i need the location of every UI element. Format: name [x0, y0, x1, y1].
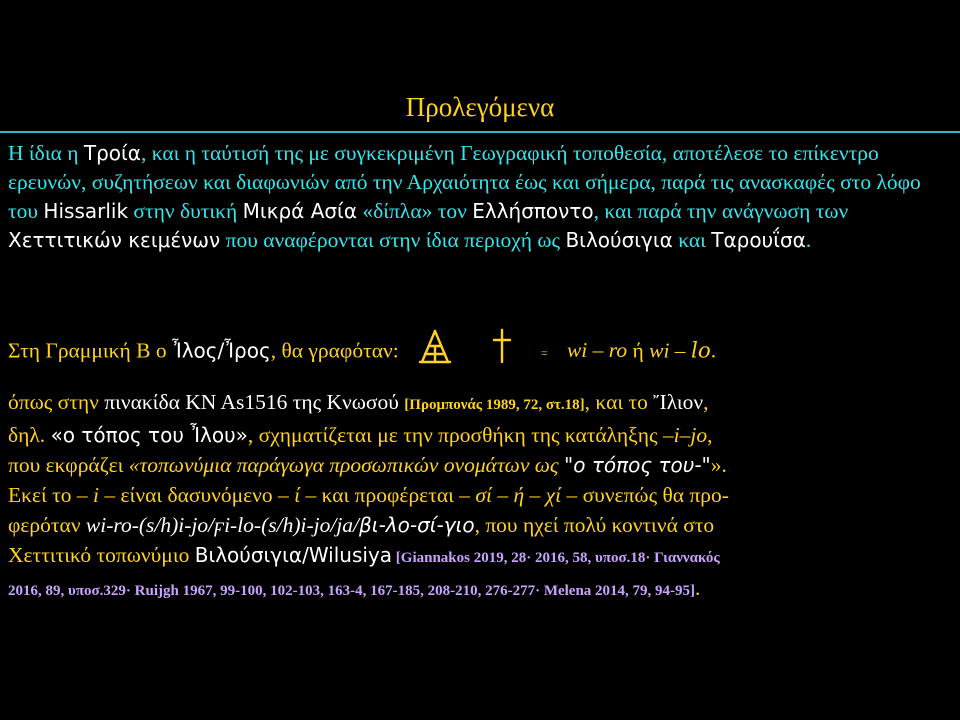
p2-end: .	[710, 338, 717, 363]
linear-b-ro-sign-icon	[491, 328, 513, 377]
p3-line-7	[8, 573, 953, 606]
linear-b-wi-sign-icon	[418, 328, 452, 377]
p1-text-1: Η ίδια η	[8, 141, 84, 165]
p3-line-3	[8, 450, 953, 480]
p3-d7: συνεπώς θα προ-	[577, 483, 729, 507]
p3-line-1	[8, 387, 953, 420]
reference-giannakos: [Giannakos 2019, 28· 2016, 58, υποσ.18· Γιαννακός	[392, 550, 720, 566]
p2-or: ή	[627, 338, 650, 363]
p3-a2: πινακίδα KN As1516 της Κνωσού	[104, 390, 405, 414]
p1-text-5: , και παρά την ανάγνωση των	[593, 199, 849, 223]
p3-b3: , σχηματίζεται με την προσθήκη της κατάληξης	[247, 423, 663, 447]
p3-d2: – i –	[76, 483, 116, 507]
p3-c2: «τοπωνύμια παράγωγα προσωπικών ονομάτων ως	[128, 453, 565, 477]
p3-ilion: Ἴλιον	[653, 390, 704, 414]
p3-e3: βι-λο-σί-γιο	[359, 513, 475, 537]
p2-equals: =	[540, 345, 548, 360]
p1-tarouisa: Ταρουΐσα	[711, 228, 806, 252]
p3-line-6	[8, 540, 953, 573]
p3-d4: – ί –	[278, 483, 317, 507]
p1-text-4: «δίπλα» τον	[357, 199, 473, 223]
slide-title: Προλεγόμενα	[405, 92, 555, 122]
p3-line-5	[8, 510, 953, 540]
p1-text-8: .	[805, 228, 812, 252]
p3-c4: ».	[710, 453, 727, 477]
p3-d1: Εκεί το	[8, 483, 77, 507]
p2-lo: lo	[690, 338, 711, 364]
p1-text-6: που αναφέρονται στην ίδια περιοχή ως	[220, 228, 566, 252]
p1-text-3: στην δυτική	[128, 199, 243, 223]
p3-e4: , που ηχεί πολύ κοντινά στο	[474, 513, 715, 537]
p3-c1: που εκφράζει	[8, 453, 129, 477]
paragraph-linear-b	[8, 328, 953, 377]
p3-line-4	[8, 480, 953, 510]
p3-b1: δηλ.	[8, 423, 51, 447]
p3-f1: Χεττιτικό τοπωνύμιο	[8, 543, 195, 567]
paragraph-knossos	[8, 387, 953, 606]
p1-hissarlik: Hissarlik	[43, 199, 129, 223]
p3-e2: wi-ro-(s/h)i-jo/ϝi-lo-(s/h)i-jo/ja/	[85, 513, 360, 537]
p3-b4: –i–jo	[662, 423, 708, 447]
p3-c3: "ο τόπος του-"	[564, 453, 711, 477]
p3-a3: , και το	[584, 390, 654, 414]
paragraph-intro	[8, 139, 953, 255]
p3-e1: φερόταν	[8, 513, 86, 537]
title-divider	[0, 131, 960, 133]
p2-wi-ro: wi – ro	[566, 338, 628, 363]
p2-text-1: Στη Γραμμική Β ο	[8, 338, 172, 363]
p3-d3: είναι δασυνόμενο	[115, 483, 278, 507]
p1-ellispontos: Ελλήσποντο	[472, 199, 594, 223]
p1-troia: Τροία	[83, 141, 141, 165]
p3-line-2	[8, 420, 953, 450]
p3-a1: όπως στην	[8, 390, 105, 414]
p3-b2: «ο τόπος του Ἶλου»	[50, 423, 248, 447]
p3-d5: και προφέρεται	[316, 483, 460, 507]
p3-g1: .	[695, 576, 701, 600]
p2-wi-lo-prefix: wi –	[649, 338, 691, 363]
reference-ruijgh-melena: 2016, 89, υποσ.329· Ruijgh 1967, 99-100, 102-103, 163-4, 167-185, 208-210, 276-277· Melena 2014, 79, 94-95]	[8, 583, 696, 599]
p3-b5: ,	[707, 423, 713, 447]
reference-prompon: [Προμπονάς 1989, 72, στ.18]	[404, 397, 585, 413]
p2-ilos: Ἶλος/Ἶρος	[171, 338, 271, 363]
p1-chettitika: Χεττιτικών κειμένων	[8, 228, 221, 252]
p3-f2: Βιλούσιγια/Wilusiya	[194, 543, 393, 567]
p1-text-7: και	[672, 228, 712, 252]
p1-text-2: , και η ταύτισή της με συγκεκριμένη Γεωγραφική τοποθεσία, αποτέλεσε το επίκεντρο ερευνών, συζητήσεων και διαφωνιών από την Αρχαιότητα έως και σήμερα, παρά τις ανασκαφές στο λόφο του	[8, 141, 921, 223]
p1-bilousigia: Βιλούσιγια	[565, 228, 673, 252]
p3-d6: – σί – ή – χί –	[459, 483, 578, 507]
p2-text-2: , θα γραφόταν:	[270, 338, 399, 363]
p1-mikra-asia: Μικρά Ασία	[242, 199, 357, 223]
p3-a4: ,	[703, 390, 709, 414]
